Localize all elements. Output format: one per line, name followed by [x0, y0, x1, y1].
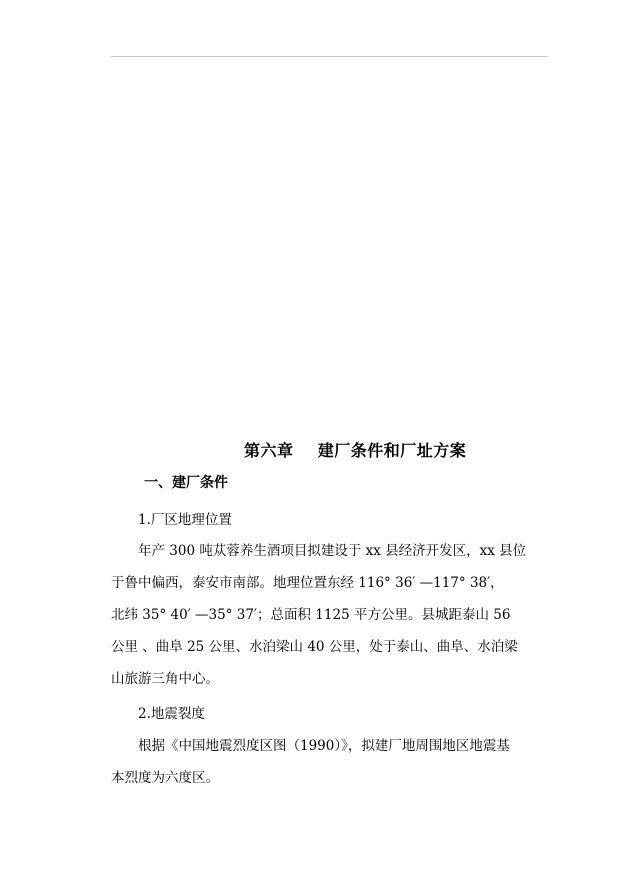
paragraph-line: 根据《中国地震烈度区图（1990）》，拟建厂地周围地区地震基	[138, 738, 510, 754]
section-heading: 一、建厂条件	[144, 475, 228, 491]
paragraph-line: 本烈度为六度区。	[111, 770, 219, 786]
subsection-1-title: 1.厂区地理位置	[138, 512, 232, 528]
paragraph-line: 于鲁中偏西，泰安市南部。地理位置东经 116° 36′ —117° 38′，	[111, 575, 504, 591]
paragraph-line: 公里 、曲阜 25 公里、水泊梁山 40 公里，处于泰山、曲阜、水泊梁	[111, 639, 518, 655]
paragraph-line: 北纬 35° 40′ —35° 37′；总面积 1125 平方公里。县城距泰山 56	[111, 607, 511, 623]
header-rule	[111, 56, 548, 57]
subsection-2-title: 2.地震裂度	[138, 706, 205, 722]
paragraph-line: 年产 300 吨苁蓉养生酒项目拟建设于 xx 县经济开发区，xx 县位	[138, 543, 527, 559]
chapter-title: 第六章 建厂条件和厂址方案	[244, 441, 467, 460]
paragraph-line: 山旅游三角中心。	[111, 671, 219, 687]
